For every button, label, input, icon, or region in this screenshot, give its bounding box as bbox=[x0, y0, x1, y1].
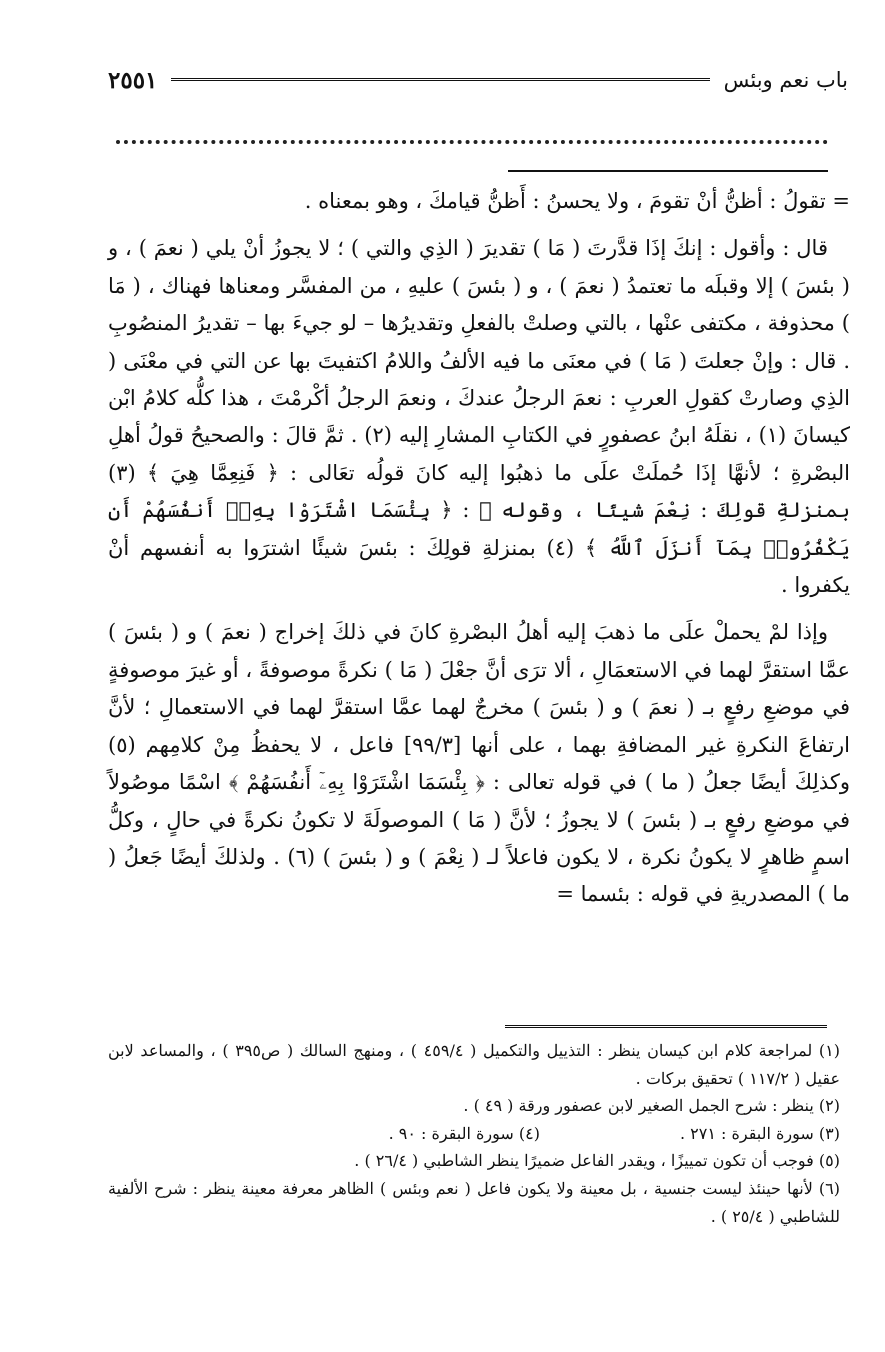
dotted-separator bbox=[116, 140, 828, 144]
paragraph-wa-idha: وإذا لمْ يحملْ علَى ما ذهبَ إليه أهلُ البصْرةِ كانَ في ذلكَ إخراج ( نعمَ ) و ( بئسَ ) عمَّا استقرَّ لهما في الاستعمَالِ ، ألا ترَى أنَّ جعْلَ ( مَا ) نكرةً موصوفةً ، أو غيرَ موصوفةٍ في موضعِ رفعٍ بـ ( نعمَ ) و ( بئسَ ) مخرجٌ لهما عمَّا استقرَّ لهما في الاستعمالِ ؛ لأنَّ ارتفاعَ النكرةِ غير المضافةِ بهما ، على أنها [٩٩/٣] فاعل ، لا يحفظُ مِنْ كلامِهم (٥) وكذلِكَ أيضًا جعلُ ( ما ) في قوله تعالى : ﴿ بِئْسَمَا اشْتَرَوْا بِهِۦٓ أَنفُسَهُمْ ﴾ اسْمًا موصُولاً في موضعِ رفعٍ بـ ( بئسَ ) لا يجوزُ ؛ لأنَّ ( مَا ) الموصولَةَ لا تكونُ نكرةً في حالٍ ، وكلُّ اسمٍ ظاهرٍ لا يكونُ نكرة ، لا يكون فاعلاً لـ ( نِعْمَ ) و ( بئسَ ) (٦) . ولذلكَ أيضًا جَعلُ ( ما ) المصدريةِ في قوله : بئسما = bbox=[108, 620, 850, 907]
header-rule bbox=[171, 78, 709, 83]
footnotes bbox=[108, 1037, 840, 1230]
page-number: ٢٥٥١ bbox=[108, 66, 158, 94]
footnote-4: (٤) سورة البقرة : ٩٠ . bbox=[388, 1123, 540, 1143]
paragraph-qala: قال : وأقول : إنكَ إذَا قدَّرتَ ( مَا ) تقديرَ ( الذِي والتي ) ؛ لا يجوزُ أنْ يلي ( نعمَ ) ، و ( بئسَ ) إلا وقبلَه ما تعتمدُ ( نعمَ ) ، و ( بئسَ ) عليهِ ، من المفسَّر ومعناها فهناك ، ( مَا ) محذوفة ، مكتفى عنْها ، بالتي وصلتْ بالفعلِ وتقديرُها – لو جيءَ بها – تقديرُ المنصُوبِ . قال : وإنْ جعلتَ ( مَا ) في معنَى ما فيه الألفُ واللامُ اكتفيتَ بها عن التي في معْنَى ( الذِي وصارتْ كقولِ العربِ : نعمَ الرجلُ عندكَ ، ونعمَ الرجلُ أكْرمْتَ ، هذا كلُّه كلامُ ابْن كيسانَ (١) ، نقلَهُ ابنُ عصفورٍ في الكتابِ المشارِ إليه (٢) . ثمَّ قالَ : والصحيحُ قولُ أهلِ البصْرةِ ؛ لأنهَّا إذَا حُملَتْ علَى ما ذهبُوا إليه كانَ قولُه تعَالى : ﴿ فَنِعِمَّا هِيَ ﴾ (٣) بمنزلةِ قولِكَ : نِعْمَ شيئًا ، وقوله ﷺ : ﴿ بِئْسَمَا اشْتَرَوْا بِهِۦٓ أَنفُسَهُمْ أَن يَكْفُرُوا۟ بِمَآ أَنزَلَ ٱللَّهُ ﴾ (٤) بمنزلةِ قولِكَ : بئسَ شيئًا اشترَوا به أنفسهم أنْ يكفروا . bbox=[108, 236, 850, 598]
footnote-1: (١) لمراجعة كلام ابن كيسان ينظر : التذييل والتكميل ( ٤٥٩/٤ ) ، ومنهج السالك ( ص٣٩٥ ) ، والمساعد لابن عقيل ( ١١٧/٢ ) تحقيق بركات . bbox=[108, 1041, 840, 1088]
footnote-6: (٦) لأنها حينئذ ليست جنسية ، بل معينة ولا يكون فاعل ( نعم وبئس ) الظاهر معرفة معينة ينظر : شرح الألفية للشاطبي ( ٢٥/٤ ) . bbox=[108, 1178, 840, 1226]
footnote-rule bbox=[505, 1025, 827, 1028]
footnote-5: (٥) فوجب أن تكون تمييزًا ، ويقدر الفاعل ضميرًا ينظر الشاطبي ( ٢٦/٤ ) . bbox=[354, 1151, 840, 1171]
main-text bbox=[108, 183, 850, 924]
footnote-3: (٣) سورة البقرة : ٢٧١ . bbox=[679, 1123, 840, 1143]
paragraph-continuation: = تقولُ : أظنُّ أنْ تقومَ ، ولا يحسنُ : أَظنُّ قيامكَ ، وهو بمعناه . bbox=[304, 189, 850, 213]
footnote-2: (٢) ينظر : شرح الجمل الصغير لابن عصفور ورقة ( ٤٩ ) . bbox=[463, 1096, 840, 1116]
running-header bbox=[108, 60, 848, 100]
footnote-row-3-4 bbox=[108, 1120, 840, 1148]
continuation-rule bbox=[508, 170, 828, 172]
chapter-title: باب نعم وبئس bbox=[723, 68, 848, 92]
